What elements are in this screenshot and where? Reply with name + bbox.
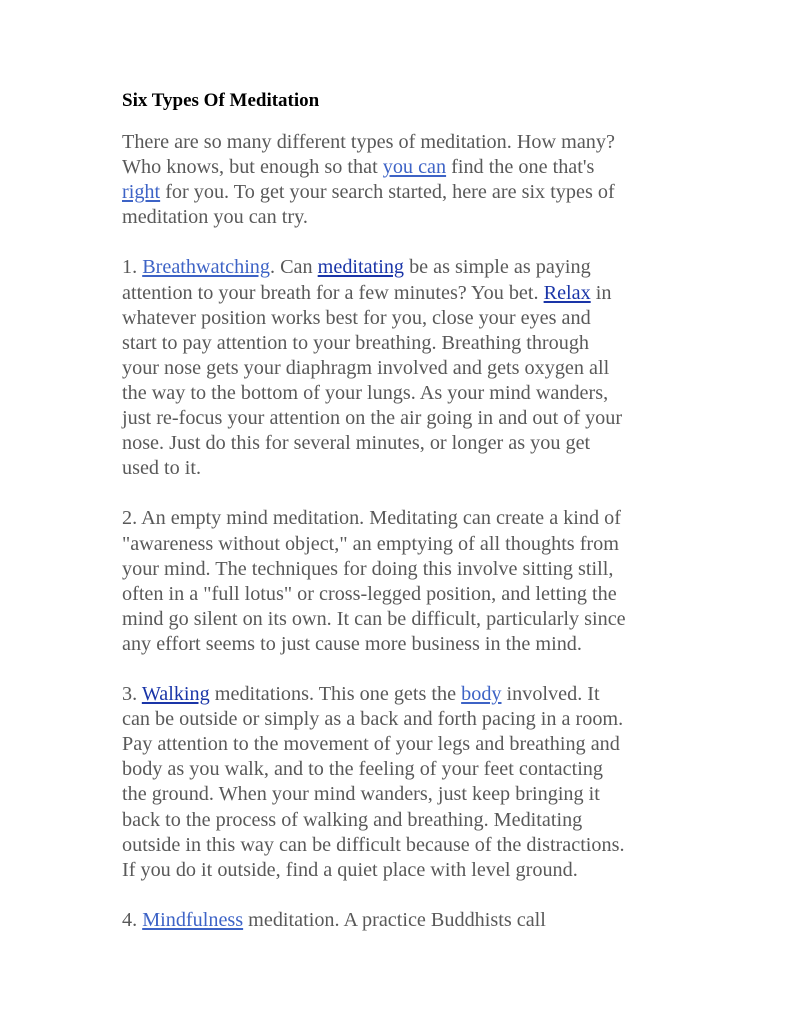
item-2-line-2: "awareness without object," an emptying of all thoughts from bbox=[122, 532, 619, 555]
walking-link[interactable]: Walking bbox=[141, 683, 210, 706]
item-3-line-5: the ground. When your mind wanders, just keep bringing it bbox=[122, 783, 600, 806]
item-1-line-3: whatever position works best for you, close your eyes and bbox=[122, 306, 591, 329]
item-3-line-1-text-b: involved. It bbox=[501, 683, 600, 706]
item-3-line-7: outside in this way can be difficult because of the distractions. bbox=[122, 833, 625, 856]
item-1-line-9: used to it. bbox=[122, 457, 202, 480]
item-1-line-7: just re-focus your attention on the air going in and out of your bbox=[122, 407, 623, 430]
item-4-line-1 bbox=[122, 908, 682, 933]
item-1-line-8: nose. Just do this for several minutes, or longer as you get bbox=[122, 432, 591, 455]
item-2-line-4: often in a "full lotus" or cross-legged position, and letting the bbox=[122, 582, 617, 605]
paragraph-spacer bbox=[122, 657, 682, 682]
relax-link[interactable]: Relax bbox=[543, 281, 591, 304]
item-3-line-1-text-a: meditations. This one gets the bbox=[209, 683, 462, 706]
item-3-line-3: Pay attention to the movement of your legs and breathing and bbox=[122, 733, 620, 756]
item-1-number: 1. bbox=[122, 256, 143, 279]
item-1-line-1 bbox=[122, 255, 682, 280]
item-2-line-6: any effort seems to just cause more business in the mind. bbox=[122, 632, 582, 655]
item-3-paragraph bbox=[122, 682, 682, 883]
item-1-line-2-text-a: attention to your breath for a few minutes? You bet. bbox=[122, 281, 544, 304]
item-1-line-6: the way to the bottom of your lungs. As your mind wanders, bbox=[122, 381, 609, 404]
item-1-line-5: your nose gets your diaphragm involved and gets oxygen all bbox=[122, 356, 610, 379]
intro-line-3-text: for you. To get your search started, here are six types of bbox=[160, 181, 615, 204]
paragraph-spacer bbox=[122, 230, 682, 255]
breathwatching-link[interactable]: Breathwatching bbox=[142, 256, 270, 279]
paragraph-spacer bbox=[122, 883, 682, 908]
meditating-link[interactable]: meditating bbox=[317, 256, 405, 279]
item-2-line-5: mind go silent on its own. It can be difficult, particularly since bbox=[122, 607, 626, 630]
right-link[interactable]: right bbox=[122, 181, 161, 204]
item-1-line-2-text-b: in bbox=[590, 281, 612, 304]
body-link[interactable]: body bbox=[461, 683, 502, 706]
item-2-line-1: 2. An empty mind meditation. Meditating can create a kind of bbox=[122, 507, 621, 530]
item-3-line-1 bbox=[122, 682, 682, 707]
item-1-line-2 bbox=[122, 281, 682, 306]
item-3-line-8: If you do it outside, find a quiet place with level ground. bbox=[122, 858, 578, 881]
you-can-link[interactable]: you can bbox=[382, 156, 447, 179]
item-1-line-1-text-a: . Can bbox=[270, 256, 318, 279]
item-3-line-4: body as you walk, and to the feeling of your feet contacting bbox=[122, 758, 603, 781]
intro-line-4: meditation you can try. bbox=[122, 206, 308, 229]
intro-line-2-text-a: Who knows, but enough so that bbox=[122, 156, 383, 179]
item-4-number: 4. bbox=[122, 908, 143, 931]
item-3-number: 3. bbox=[122, 683, 142, 706]
item-1-line-1-text-b: be as simple as paying bbox=[404, 256, 591, 279]
item-4-line-1-text: meditation. A practice Buddhists call bbox=[243, 908, 546, 931]
page-title: Six Types Of Meditation bbox=[122, 90, 320, 111]
item-3-line-2: can be outside or simply as a back and forth pacing in a room. bbox=[122, 708, 624, 731]
item-3-line-6: back to the process of walking and breathing. Meditating bbox=[122, 808, 583, 831]
intro-line-2 bbox=[122, 155, 682, 180]
paragraph-spacer bbox=[122, 481, 682, 506]
item-1-paragraph bbox=[122, 255, 682, 481]
item-2-line-3: your mind. The techniques for doing this involve sitting still, bbox=[122, 557, 614, 580]
intro-line-2-text-b: find the one that's bbox=[446, 156, 595, 179]
intro-line-3 bbox=[122, 180, 682, 205]
intro-paragraph bbox=[122, 130, 682, 230]
intro-line-1: There are so many different types of meditation. How many? bbox=[122, 131, 615, 153]
mindfulness-link[interactable]: Mindfulness bbox=[142, 908, 244, 931]
item-2-paragraph bbox=[122, 506, 682, 657]
item-1-line-4: start to pay attention to your breathing. Breathing through bbox=[122, 331, 590, 354]
article-body bbox=[122, 130, 682, 933]
item-4-paragraph bbox=[122, 908, 682, 933]
